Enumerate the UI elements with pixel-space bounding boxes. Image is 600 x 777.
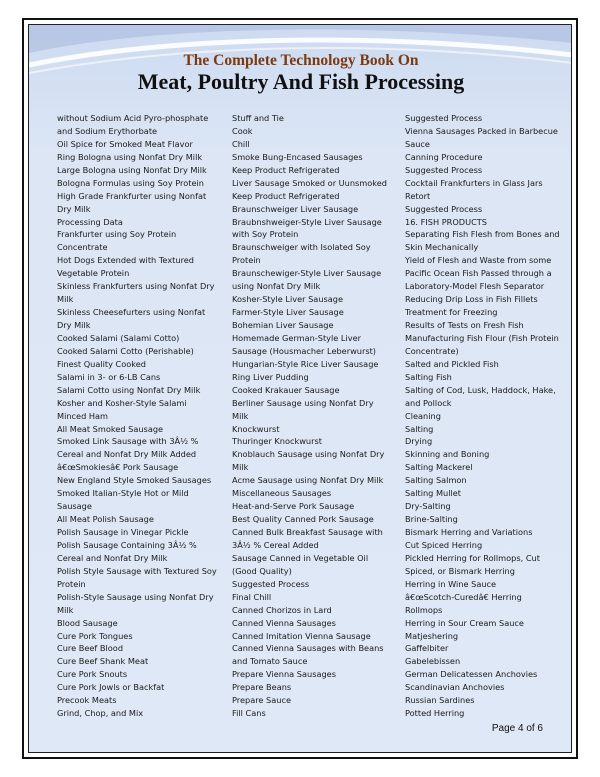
contents-entry: Best Quality Canned Pork Sausage	[232, 514, 374, 525]
contents-entry: Bologna Formulas using Soy Protein	[57, 177, 204, 188]
contents-entry: Knoblauch Sausage using Nonfat Dry	[232, 449, 385, 460]
contents-entry: Milk	[232, 410, 249, 421]
contents-entry: German Delicatessen Anchovies	[405, 669, 538, 680]
contents-entry: Salting Salmon	[405, 475, 467, 486]
contents-entry: Herring in Wine Sauce	[405, 578, 497, 589]
contents-entry: Vienna Sausages Packed in Barbecue	[405, 125, 558, 136]
contents-entry: Sausage	[57, 501, 92, 512]
contents-entry: Canned Bulk Breakfast Sausage with	[232, 527, 383, 537]
contents-entry: Gaffelbiter	[405, 643, 449, 654]
contents-column-3	[405, 112, 565, 720]
contents-entry: Smoke Bung-Encased Sausages	[232, 151, 363, 162]
contents-entry: Skinning and Boning	[405, 449, 490, 460]
contents-entry: Protein	[57, 578, 86, 589]
contents-entry: Herring in Sour Cream Sauce	[405, 617, 524, 628]
contents-entry: Treatment for Freezing	[405, 307, 498, 318]
contents-entry: Salting of Cod, Lusk, Haddock, Hake,	[405, 384, 556, 395]
contents-entry: Skin Mechanically	[405, 242, 479, 253]
contents-entry: 3Â½ % Cereal Added	[232, 539, 319, 550]
contents-entry: Salami Cotto using Nonfat Dry Milk	[57, 384, 201, 395]
contents-entry: Skinless Cheesefurters using Nonfat	[57, 307, 206, 318]
contents-entry: New England Style Smoked Sausages	[57, 475, 212, 486]
contents-entry: Dry-Salting	[405, 501, 451, 512]
contents-entry: Bohemian Liver Sausage	[232, 320, 334, 330]
contents-entry: with Soy Protein	[232, 229, 299, 240]
contents-entry: Pacific Ocean Fish Passed through a	[405, 268, 552, 279]
page-number: Page 4 of 6	[491, 723, 543, 734]
contents-entry: Cook	[232, 125, 253, 136]
contents-entry: Kosher and Kosher-Style Salami	[57, 397, 187, 408]
contents-entry: Oil Spice for Smoked Meat Flavor	[57, 138, 193, 149]
contents-entry: Separating Fish Flesh from Bones and	[405, 229, 560, 240]
contents-entry: Results of Tests on Fresh Fish	[405, 320, 524, 330]
contents-entry: (Good Quality)	[232, 565, 292, 576]
book-title: Meat, Poultry And Fish Processing	[137, 69, 465, 94]
contents-entry: Cooked Salami Cotto (Perishable)	[57, 345, 194, 356]
contents-entry: Braunschweiger Liver Sausage	[232, 203, 359, 214]
contents-entry: Polish Sausage in Vinegar Pickle	[57, 527, 189, 537]
contents-entry: Milk	[57, 294, 74, 305]
contents-entry: Cure Pork Tongues	[57, 630, 133, 641]
contents-entry: Potted Herring	[405, 708, 465, 719]
contents-entry: Cut Spiced Herring	[405, 539, 483, 550]
contents-entry: and Tomato Sauce	[232, 656, 308, 667]
contents-entry: Manufacturing Fish Flour (Fish Protein	[405, 332, 559, 343]
book-subtitle: The Complete Technology Book On	[183, 52, 419, 69]
contents-entry: â€œScotch-Curedâ€ Herring	[405, 591, 522, 602]
contents-entry: Prepare Beans	[232, 682, 292, 693]
contents-entry: Heat-and-Serve Pork Sausage	[232, 501, 355, 512]
contents-entry: Milk	[232, 462, 249, 473]
contents-entry: Keep Product Refrigerated	[232, 164, 340, 175]
contents-entry: Cocktail Frankfurters in Glass Jars	[405, 177, 543, 188]
contents-entry: Cereal and Nonfat Dry Milk Added	[57, 449, 197, 460]
contents-entry: Matjeshering	[405, 630, 459, 641]
contents-entry: Milk	[57, 604, 74, 615]
contents-entry: Hot Dogs Extended with Textured	[57, 255, 194, 266]
contents-entry: Laboratory-Model Flesh Separator	[405, 281, 545, 292]
contents-entry: Sauce	[405, 138, 430, 149]
contents-entry: Retort	[405, 190, 431, 201]
contents-entry: Salting Mackerel	[405, 462, 473, 473]
contents-entry: Acme Sausage using Nonfat Dry Milk	[232, 475, 384, 486]
contents-entry: Fill Cans	[232, 708, 266, 719]
contents-entry: Chill	[232, 138, 250, 149]
contents-entry: Cereal and Nonfat Dry Milk	[57, 552, 168, 563]
contents-entry: Cooked Krakauer Sausage	[232, 384, 340, 395]
contents-entry: Cleaning	[405, 410, 441, 421]
contents-entry: Bismark Herring and Variations	[405, 527, 533, 537]
contents-entry: Ring Bologna using Nonfat Dry Milk	[57, 151, 203, 162]
contents-entry: Hungarian-Style Rice Liver Sausage	[232, 358, 379, 369]
contents-entry: â€œSmokiesâ€ Pork Sausage	[57, 462, 179, 473]
contents-entry: Salting Fish	[405, 371, 452, 382]
contents-entry: Scandinavian Anchovies	[405, 682, 505, 693]
contents-entry: Canned Chorizos in Lard	[232, 604, 332, 615]
contents-entry: Finest Quality Cooked	[57, 358, 146, 369]
contents-entry: Large Bologna using Nonfat Dry Milk	[57, 164, 207, 175]
contents-entry: Salting	[405, 423, 434, 434]
contents-entry: Suggested Process	[405, 164, 483, 175]
contents-entry: Liver Sausage Smoked or Uunsmoked	[232, 177, 387, 188]
contents-column-1	[57, 112, 227, 720]
contents-entry: Brine-Salting	[405, 514, 458, 525]
contents-entry: Russian Sardines	[405, 695, 475, 706]
contents-entry: Concentrate)	[405, 345, 459, 356]
contents-entry: Yield of Flesh and Waste from some	[405, 255, 552, 266]
contents-entry: Braubnshweiger-Style Liver Sausage	[232, 216, 382, 227]
contents-entry: Dry Milk	[57, 203, 91, 214]
contents-entry: Final Chill	[232, 591, 272, 602]
contents-entry: Pickled Herring for Rollmops, Cut	[405, 552, 540, 563]
contents-entry: Kosher-Style Liver Sausage	[232, 294, 344, 305]
contents-entry: Concentrate	[57, 242, 108, 253]
contents-entry: Knockwurst	[232, 423, 280, 434]
contents-entry: Frankfurter using Soy Protein	[57, 229, 177, 240]
contents-entry: Salted and Pickled Fish	[405, 358, 499, 369]
contents-entry: Farmer-Style Liver Sausage	[232, 307, 344, 318]
contents-entry: Spiced, or Bismark Herring	[405, 565, 515, 576]
contents-entry: Canned Vienna Sausages with Beans	[232, 643, 384, 654]
contents-entry: Minced Ham	[57, 410, 109, 421]
contents-entry: Salami in 3- or 6-LB Cans	[57, 371, 161, 382]
contents-entry: Salting Mullet	[405, 488, 462, 499]
contents-column-2	[232, 112, 402, 720]
contents-entry: Gabelebissen	[405, 656, 461, 667]
contents-entry: Vegetable Protein	[57, 268, 130, 279]
contents-entry: Suggested Process	[405, 113, 483, 123]
contents-entry: Reducing Drip Loss in Fish Fillets	[405, 294, 538, 305]
contents-entry: Prepare Vienna Sausages	[232, 669, 336, 680]
contents-entry: Suggested Process	[405, 203, 483, 214]
contents-entry: Sausage Canned in Vegetable Oil	[232, 552, 369, 563]
contents-entry: and Sodium Erythorbate	[57, 125, 158, 136]
contents-entry: Canned Vienna Sausages	[232, 617, 336, 628]
contents-entry: All Meat Smoked Sausage	[57, 423, 164, 434]
contents-entry: Keep Product Refrigerated	[232, 190, 340, 201]
contents-entry: Blood Sausage	[57, 617, 118, 628]
contents-entry: Drying	[405, 436, 433, 447]
contents-entry: Cure Pork Snouts	[57, 669, 128, 680]
contents-entry: Cooked Salami (Salami Cotto)	[57, 332, 180, 343]
contents-entry: Smoked Italian-Style Hot or Mild	[57, 488, 189, 499]
contents-entry: Grind, Chop, and Mix	[57, 708, 144, 719]
content-panel	[28, 24, 572, 753]
contents-entry: Berliner Sausage using Nonfat Dry	[232, 397, 374, 408]
contents-entry: Suggested Process	[232, 578, 310, 589]
contents-entry: using Nonfat Dry Milk	[232, 281, 321, 292]
contents-entry: Polish Style Sausage with Textured Soy	[57, 565, 217, 576]
contents-entry: Cure Beef Shank Meat	[57, 656, 149, 667]
contents-entry: Cure Beef Blood	[57, 643, 124, 654]
contents-entry: Braunschewiger-Style Liver Sausage	[232, 268, 382, 279]
contents-entry: Thuringer Knockwurst	[232, 436, 322, 447]
contents-entry: Stuff and Tie	[232, 113, 284, 123]
contents-entry: Braunschweiger with Isolated Soy	[232, 242, 371, 253]
contents-entry: Ring Liver Pudding	[232, 371, 309, 382]
contents-entry: Sausage (Housmacher Leberwurst)	[232, 345, 377, 356]
contents-entry: 16. FISH PRODUCTS	[405, 216, 487, 227]
contents-entry: Polish-Style Sausage using Nonfat Dry	[57, 591, 214, 602]
contents-entry: Homemade German-Style Liver	[232, 332, 362, 343]
contents-entry: Smoked Link Sausage with 3Â½ %	[57, 436, 199, 447]
contents-entry: High Grade Frankfurter using Nonfat	[57, 190, 207, 201]
contents-entry: Canned Imitation Vienna Sausage	[232, 630, 371, 641]
contents-entry: Miscellaneous Sausages	[232, 488, 332, 499]
contents-entry: Protein	[232, 255, 261, 266]
contents-entry: and Pollock	[405, 397, 452, 408]
contents-entry: without Sodium Acid Pyro-phosphate	[57, 113, 209, 123]
contents-entry: Rollmops	[405, 604, 443, 615]
contents-entry: Processing Data	[57, 216, 123, 227]
contents-entry: Precook Meats	[57, 695, 117, 706]
contents-entry: Polish Sausage Containing 3Â½ %	[57, 539, 197, 550]
contents-entry: Skinless Frankfurters using Nonfat Dry	[57, 281, 215, 292]
contents-entry: Cure Pork Jowls or Backfat	[57, 682, 165, 693]
contents-entry: All Meat Polish Sausage	[57, 514, 154, 525]
contents-entry: Canning Procedure	[405, 151, 483, 162]
contents-entry: Dry Milk	[57, 320, 91, 330]
contents-entry: Prepare Sauce	[232, 695, 291, 706]
